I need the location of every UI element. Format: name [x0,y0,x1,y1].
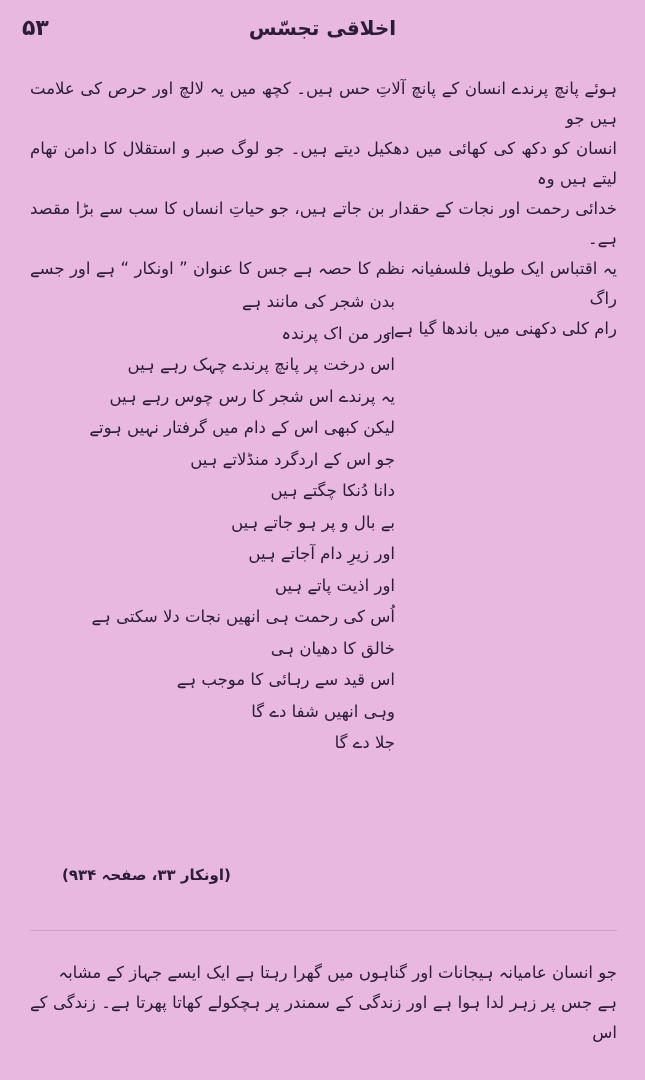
prose-line: ہوئے پانچ پرندے انسان کے پانچ آلاتِ حس ہیں۔ کچھ میں یہ لالچ اور حرص کی علامت ہیں جو [30,79,617,128]
poem-line: اُس کی رحمت ہی انھیں نجات دلا سکتی ہے [91,607,395,626]
page-number: ۵۳ [22,16,49,41]
prose-line: انسان کو دکھ کی کھائی میں دھکیل دیتے ہیں۔ جو لوگ صبر و استقلال کا دامن تھام لیتے ہیں وہ [30,139,617,188]
citation: (اونکار ۳۳، صفحہ ۹۳۴) [62,866,231,884]
poem-line: جلا دے گا [334,733,395,752]
poem-line: دانا دُنکا چگتے ہیں [270,481,395,500]
poem-line: اور من اک پرندہ [281,323,395,343]
poem-line: لیکن کبھی اس کے دام میں گرفتار نہیں ہوتے [89,418,395,437]
poem-line: بدن شجر کی مانند ہے [242,292,395,311]
poem-line: اور زیرِ دام آجاتے ہیں [248,544,395,563]
poem-line: اور اذیت پاتے ہیں [274,575,395,595]
prose-line: رام کلی دکھنی میں باندھا گیا ہے۔ [384,319,617,338]
page-header [0,12,645,52]
poem-line: بے بال و پر ہو جاتے ہیں [231,512,395,532]
prose-bottom [30,958,617,1048]
poem-line: وہی انھیں شفا دے گا [251,701,395,721]
poem-line: اس قید سے رہائی کا موجب ہے [176,670,395,689]
poem-line: خالق کا دھیان ہی [270,638,395,658]
poem-line: اس درخت پر پانچ پرندے چہک رہے ہیں [127,355,395,374]
running-title: اخلاقی تجسّس [248,16,397,40]
section-divider [30,930,617,931]
prose-line: ہے جس پر زہر لدا ہوا ہے اور زندگی کے سمندر پر ہچکولے کھاتا پھرتا ہے۔ زندگی کے اس [30,993,617,1042]
prose-line: خدائی رحمت اور نجات کے حقدار بن جاتے ہیں، جو حیاتِ انساں کا سب سے بڑا مقصد ہے۔ [30,199,617,248]
poem-block [80,286,395,759]
poem-line: یہ پرندے اس شجر کا رس چوس رہے ہیں [109,386,395,406]
prose-line: یہ اقتباس ایک طویل فلسفیانہ نظم کا حصہ ہے جس کا عنوان ” اونکار “ ہے اور جسے راگ [30,259,617,308]
prose-line: جو انسان عامیانہ ہیجانات اور گناہوں میں گھرا رہتا ہے ایک ایسے جہاز کے مشابہ [58,963,617,982]
poem-line: جو اس کے اردگرد منڈلاتے ہیں [190,449,395,469]
